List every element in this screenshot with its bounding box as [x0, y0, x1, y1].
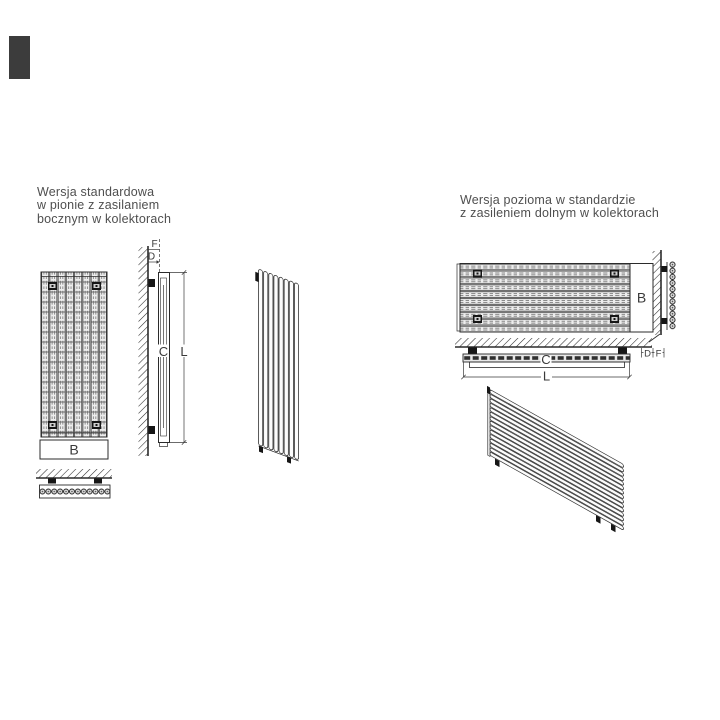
vertical-radiator-side-view [139, 239, 190, 456]
dim-label-total-height: L [180, 344, 188, 359]
vertical-radiator-front-view [40, 272, 108, 459]
dim-label-wall-distance-right: F [655, 348, 662, 360]
dim-label-depth-left: D [147, 251, 156, 263]
horizontal-radiator-side-view [649, 250, 679, 342]
dim-label-width-left: B [69, 441, 79, 458]
right-title-line-2: z zasileniem dolnym w kolektorach [460, 206, 660, 221]
left-title-line-2: w pionie z zasilaniem [37, 198, 160, 213]
left-title-line-3: bocznym w kolektorach [37, 211, 172, 226]
dim-label-body-height: C [158, 344, 169, 359]
right-title-line-1: Wersja pozioma w standardzie [460, 193, 636, 207]
vertical-radiator-plan-view [36, 469, 112, 498]
dim-label-wall-distance-left: F [151, 239, 158, 250]
horizontal-radiator-3d-view [487, 386, 624, 537]
left-title-line-1: Wersja standardowa [37, 185, 155, 199]
horizontal-radiator-plan-view [455, 338, 664, 384]
dim-label-height-right: B [636, 289, 647, 306]
dim-label-total-width: L [542, 368, 551, 384]
vertical-radiator-3d-view [255, 268, 298, 467]
dim-label-body-width: C [541, 352, 551, 367]
dim-label-depth-right: D [644, 348, 651, 360]
horizontal-radiator-front-view [457, 264, 653, 333]
